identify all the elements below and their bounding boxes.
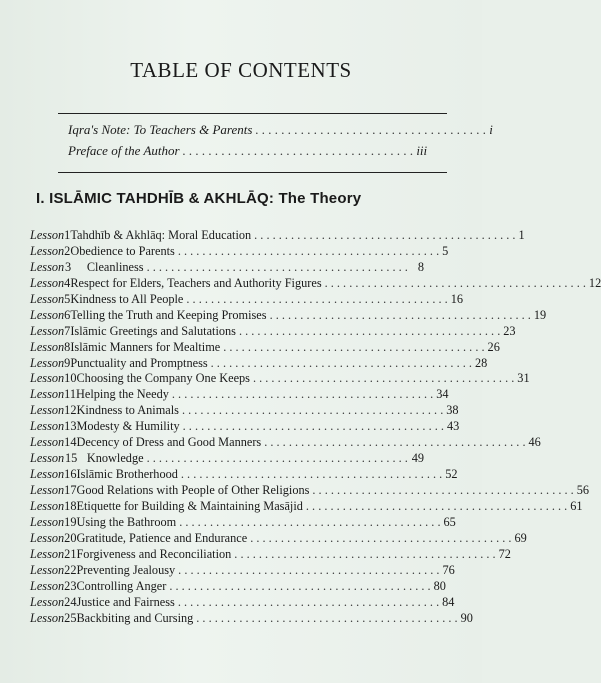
lesson-page: 34 [436,387,449,402]
lesson-title: Choosing the Company One Keeps [76,371,250,386]
lesson-row[interactable] [30,339,500,356]
lesson-title: Respect for Elders, Teachers and Authority Figures [70,275,322,290]
lesson-number: 11 [64,387,77,402]
lesson-page: 16 [450,291,463,306]
lesson-number: 18 [64,498,77,513]
lesson-label: Lesson [30,228,65,242]
lesson-title: Cleanliness [86,259,144,274]
lesson-label: Lesson [30,371,65,386]
leader-dots: . . . . . . . . . . . . . . . . . . . . . . . . . . . . . . . . . . . . . . . . . . . [264,435,526,450]
lesson-number: 8 [64,339,71,354]
lesson-label: Lesson [30,307,65,322]
lesson-label: Lesson [30,387,65,402]
lesson-label: Lesson [30,451,65,466]
lesson-page: 76 [442,562,455,577]
lesson-label: Lesson [30,291,65,306]
lesson-label: Lesson [30,594,65,609]
lesson-label: Lesson [30,562,65,577]
leader-dots: . . . . . . . . . . . . . . . . . . . . . . . . . . . . . . . . . . . . . . . . . . . [178,562,440,577]
lesson-label: Lesson [30,514,65,529]
lesson-page: 1 [518,228,525,242]
lesson-row[interactable] [30,419,460,435]
lesson-number: 7 [64,323,71,338]
lesson-label: Lesson [30,483,65,497]
leader-dots: . . . . . . . . . . . . . . . . . . . . . . . . . . . . . . . . . . . . [182,143,414,158]
lesson-title: Decency of Dress and Good Manners [76,435,262,450]
leader-dots: . . . . . . . . . . . . . . . . . . . . . . . . . . . . . . . . . . . . . . . . . . . [196,610,458,625]
lesson-row[interactable] [30,451,424,467]
front-matter-page: iii [416,143,428,158]
lesson-label: Lesson [30,467,65,482]
lesson-title: Using the Bathroom [76,514,177,529]
lesson-label: Lesson [30,546,65,561]
lesson-page: 12 [588,275,601,290]
lesson-title: Preventing Jealousy [76,562,176,577]
lesson-row[interactable] [30,403,459,419]
top-rule [58,113,447,114]
leader-dots: . . . . . . . . . . . . . . . . . . . . . . . . . . . . . . . . . . . . . . . . . . . [169,578,431,593]
lesson-row[interactable] [30,514,456,531]
leader-dots: . . . . . . . . . . . . . . . . . . . . . . . . . . . . . . . . . . . . . . . . . . . [210,355,472,370]
lesson-label: Lesson [30,403,65,418]
lesson-title: Justice and Fairness [76,594,175,609]
lesson-number: 1 [64,228,71,242]
leader-dots: . . . . . . . . . . . . . . . . . . . . . . . . . . . . . . . . . . . . . . . . . . . [234,546,496,561]
lesson-title: Islāmic Manners for Mealtime [70,339,221,354]
lesson-page: 72 [498,546,511,561]
leader-dots: . . . . . . . . . . . . . . . . . . . . . . . . . . . . . . . . . . . . . . . . . . . [186,291,448,306]
lesson-title: Punctuality and Promptness [70,355,208,370]
lesson-title: Tahdhīb & Akhlāq: Moral Education [70,228,252,242]
leader-dots: . . . . . . . . . . . . . . . . . . . . . . . . . . . . . . . . . . . . . . . . . . . [181,403,444,418]
lesson-title: Modesty & Humility [76,419,180,434]
section-rule [58,172,447,173]
lesson-row[interactable] [30,562,455,579]
lesson-row[interactable] [30,530,527,547]
lesson-row[interactable] [30,291,463,308]
lesson-title: Islāmic Greetings and Salutations [70,323,236,338]
lesson-page: 43 [446,419,460,434]
lesson-row[interactable] [30,467,458,483]
lesson-label: Lesson [30,419,65,434]
lesson-row[interactable] [30,243,449,260]
lesson-number: 22 [64,562,77,577]
lesson-title: Forgiveness and Reconciliation [76,546,232,561]
front-matter-list [68,122,493,164]
lesson-row[interactable] [30,610,473,627]
lesson-page: 38 [446,403,459,418]
lesson-number: 4 [64,275,71,290]
lesson-title: Good Relations with People of Other Religions [76,483,310,497]
lesson-page: 23 [503,323,516,338]
leader-dots: . . . . . . . . . . . . . . . . . . . . . . . . . . . . . . . . . . . . . . . . . . . [238,323,501,338]
lesson-list [30,228,601,626]
lesson-row[interactable] [30,355,488,372]
leader-dots: . . . . . . . . . . . . . . . . . . . . . . . . . . . . . . . . . . . . . . . . . . . [182,419,444,434]
lesson-number: 21 [64,546,77,561]
lesson-number: 3 [64,259,72,274]
lesson-page: 19 [533,307,547,322]
lesson-number: 19 [64,514,77,529]
lesson-row[interactable] [30,323,516,340]
lesson-row[interactable] [30,578,446,595]
leader-dots: . . . . . . . . . . . . . . . . . . . . . . . . . . . . . . . . . . . . . . . . . . . [305,498,568,513]
lesson-title: Knowledge [86,451,144,466]
lesson-page: 69 [514,530,527,545]
lesson-label: Lesson [30,578,65,593]
leader-dots: . . . . . . . . . . . . . . . . . . . . . . . . . . . . . . . . . . . . . . . . . . . [312,483,574,497]
lesson-title: Gratitude, Patience and Endurance [76,530,248,545]
lesson-number: 6 [64,307,71,322]
lesson-page: 80 [433,578,446,593]
leader-dots: . . . . . . . . . . . . . . . . . . . . . . . . . . . . . . . . . . . . . . . . . . . [179,514,441,529]
lesson-number: 17 [64,483,77,497]
lesson-row[interactable] [30,498,583,515]
lesson-number: 14 [64,435,77,450]
lesson-number: 12 [64,403,77,418]
lesson-number: 23 [64,578,77,593]
lesson-label: Lesson [30,610,65,625]
lesson-title: Controlling Anger [76,578,167,593]
lesson-row[interactable] [30,275,601,292]
lesson-title: Etiquette for Building & Maintaining Masājid [76,498,303,513]
lesson-number: 24 [64,594,77,609]
lesson-page: 28 [474,355,488,370]
leader-dots: . . . . . . . . . . . . . . . . . . . . . . . . . . . . . . . . . . . . . . . . . . . [177,594,440,609]
lesson-title: Kindness to All People [70,291,184,306]
lesson-label: Lesson [30,435,65,450]
lesson-number: 13 [64,419,77,434]
lesson-title: Backbiting and Cursing [76,610,194,625]
lesson-number: 20 [64,530,77,545]
lesson-page: 56 [576,483,590,497]
lesson-page: 65 [443,514,456,529]
leader-dots: . . . . . . . . . . . . . . . . . . . . . . . . . . . . . . . . . . . . . . . . . . . [324,275,586,290]
lesson-page: 84 [442,594,455,609]
lesson-page: 46 [528,435,541,450]
lesson-row[interactable] [30,371,530,387]
lesson-page: 52 [445,467,458,482]
lesson-label: Lesson [30,259,65,274]
lesson-label: Lesson [30,339,65,354]
lesson-label: Lesson [30,323,65,338]
leader-dots: . . . . . . . . . . . . . . . . . . . . . . . . . . . . . . . . . . . . . . . . . . . [180,467,443,482]
lesson-page: 5 [442,243,449,258]
lesson-page: 90 [460,610,473,625]
lesson-number: 25 [64,610,77,625]
front-matter-item[interactable] [68,143,428,164]
lesson-page: 31 [517,371,530,386]
lesson-label: Lesson [30,498,65,513]
lesson-label: Lesson [30,275,65,290]
lesson-label: Lesson [30,243,65,258]
front-matter-item[interactable] [68,122,493,143]
leader-dots: . . . . . . . . . . . . . . . . . . . . . . . . . . . . . . . . . . . . . . . . . . . [146,259,408,274]
lesson-title: Telling the Truth and Keeping Promises [70,307,267,322]
front-matter-title: Iqra's Note: To Teachers & Parents [68,122,253,137]
lesson-page: 61 [570,498,583,513]
leader-dots: . . . . . . . . . . . . . . . . . . . . . . . . . . . . . . . . . . . . . . . . . . . [171,387,434,402]
lesson-number: 5 [64,291,71,306]
page-title: TABLE OF CONTENTS [130,58,352,82]
lesson-row[interactable] [30,483,590,499]
lesson-row[interactable] [30,260,424,276]
leader-dots: . . . . . . . . . . . . . . . . . . . . . . . . . . . . . . . . . . . . . . . . . . . [223,339,485,354]
leader-dots: . . . . . . . . . . . . . . . . . . . . . . . . . . . . . . . . . . . . . . . . . . . [254,228,516,242]
leader-dots: . . . . . . . . . . . . . . . . . . . . . . . . . . . . . . . . . . . . . . . . . . . [252,371,515,386]
front-matter-title: Preface of the Author [68,143,180,158]
lesson-label: Lesson [30,530,65,545]
lesson-row[interactable] [30,435,541,451]
lesson-row[interactable] [30,594,455,611]
lesson-row[interactable] [30,546,511,563]
lesson-page: 26 [487,339,500,354]
lesson-title: Kindness to Animals [76,403,179,418]
lesson-number: 10 [64,371,77,386]
lesson-label: Lesson [30,355,65,370]
leader-dots: . . . . . . . . . . . . . . . . . . . . . . . . . . . . . . . . . . . . [255,122,487,137]
lesson-row[interactable] [30,228,525,244]
lesson-number: 16 [64,467,77,482]
leader-dots: . . . . . . . . . . . . . . . . . . . . . . . . . . . . . . . . . . . . . . . . . . . [250,530,512,545]
leader-dots: . . . . . . . . . . . . . . . . . . . . . . . . . . . . . . . . . . . . . . . . . . . [146,451,408,466]
lesson-number: 15 [65,451,78,466]
lesson-page: 49 [411,451,424,466]
lesson-title: Islāmic Brotherhood [76,467,178,482]
lesson-page: 8 [417,259,424,274]
lesson-number: 9 [64,355,71,370]
lesson-row[interactable] [30,387,449,403]
leader-dots: . . . . . . . . . . . . . . . . . . . . . . . . . . . . . . . . . . . . . . . . . . . [177,243,440,258]
lesson-number: 2 [64,243,71,258]
front-matter-page: i [489,122,493,137]
lesson-title: Obedience to Parents [70,243,175,258]
section-heading: I. ISLĀMIC TAHDHĪB & AKHLĀQ: The Theory [36,190,362,207]
leader-dots: . . . . . . . . . . . . . . . . . . . . . . . . . . . . . . . . . . . . . . . . . . . [269,307,531,322]
lesson-title: Helping the Needy [76,387,169,402]
lesson-row[interactable] [30,307,547,324]
